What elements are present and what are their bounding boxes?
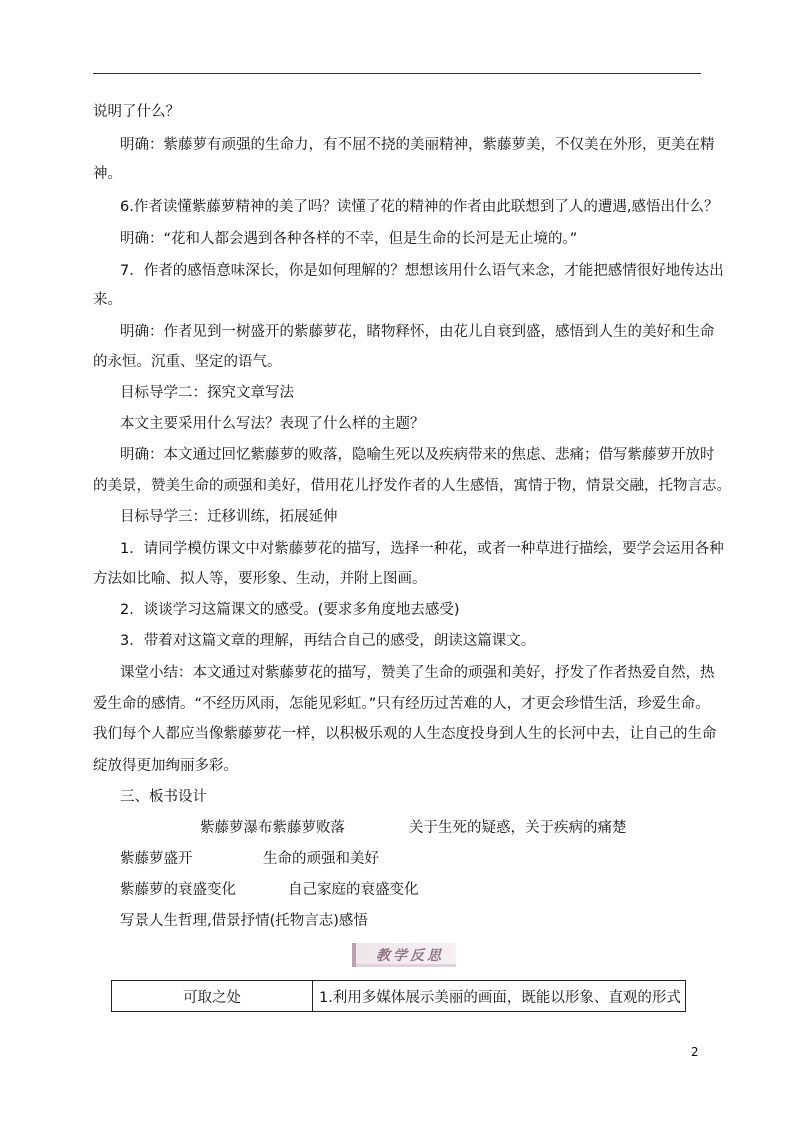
table-cell-content: 1.利用多媒体展示美丽的画面，既能以形象、直观的形式 xyxy=(313,981,686,1012)
board-text: 自己家庭的衰盛变化 xyxy=(288,882,419,898)
text-line: 目标导学三：迁移训练，拓展延伸 xyxy=(120,509,338,525)
page-number: 2 xyxy=(691,1045,699,1059)
section-heading: 三、板书设计 xyxy=(120,789,207,805)
board-text: 关于生死的疑惑，关于疾病的痛楚 xyxy=(409,820,627,836)
text-line: 说明了什么？ xyxy=(93,104,180,120)
text-line: 7．作者的感悟意味深长，你是如何理解的？想想该用什么语气来念，才能把感情很好地传达出 xyxy=(120,263,724,279)
text-line: 明确：本文通过回忆紫藤萝的败落，隐喻生死以及疾病带来的焦虑、悲痛；借写紫藤萝开放时 xyxy=(120,447,715,463)
reflection-stamp-label: 教学反思 xyxy=(376,948,444,964)
board-text: 生命的顽强和美好 xyxy=(263,851,379,867)
board-text: 紫藤萝的衰盛变化 xyxy=(120,882,236,898)
text-line: 明确：紫藤萝有顽强的生命力，有不屈不挠的美丽精神，紫藤萝美，不仅美在外形，更美在精 xyxy=(120,137,715,153)
text-line: 爱生命的感情。“不经历风雨，怎能见彩虹。”只有经历过苦难的人，才更会珍惜生活，珍爱生命。 xyxy=(93,696,710,712)
reflection-stamp xyxy=(352,943,456,967)
table-cell-label: 可取之处 xyxy=(112,981,313,1012)
text-line: 目标导学二：探究文章写法 xyxy=(120,385,294,401)
text-line: 绽放得更加绚丽多彩。 xyxy=(93,758,238,774)
text-line: 方法如比喻、拟人等，要形象、生动，并附上图画。 xyxy=(93,571,427,587)
text-line: 来。 xyxy=(93,292,122,308)
text-line: 的永恒。沉重、坚定的语气。 xyxy=(93,354,282,370)
text-line: 明确：作者见到一树盛开的紫藤萝花，睹物释怀，由花儿自衰到盛，感悟到人生的美好和生命 xyxy=(120,324,715,340)
board-text: 紫藤萝瀑布紫藤萝败落 xyxy=(200,820,345,836)
text-line: 3．带着对这篇文章的理解，再结合自己的感受，朗读这篇课文。 xyxy=(120,633,536,649)
text-line: 6.作者读懂紫藤萝精神的美了吗？读懂了花的精神的作者由此联想到了人的遭遇,感悟出什么？ xyxy=(120,199,719,215)
text-line: 课堂小结：本文通过对紫藤萝花的描写，赞美了生命的顽强和美好，抒发了作者热爱自然，热 xyxy=(120,665,715,681)
text-line: 1．请同学模仿课文中对紫藤萝花的描写，选择一种花，或者一种草进行描绘，要学会运用各种 xyxy=(120,541,724,557)
reflection-table xyxy=(111,980,686,1012)
header-rule xyxy=(93,73,701,74)
board-text: 紫藤萝盛开 xyxy=(120,851,193,867)
text-line: 我们每个人都应当像紫藤萝花一样，以积极乐观的人生态度投身到人生的长河中去，让自己的生命 xyxy=(93,726,717,742)
text-line: 的美景，赞美生命的顽强和美好，借用花儿抒发作者的人生感悟，寓情于物，情景交融，托物言志。 xyxy=(93,478,731,494)
text-line: 2．谈谈学习这篇课文的感受。(要求多角度地去感受) xyxy=(120,602,460,618)
board-text: 写景人生哲理,借景抒情(托物言志)感悟 xyxy=(120,913,368,929)
text-line: 本文主要采用什么写法？表现了什么样的主题？ xyxy=(120,416,425,432)
text-line: 神。 xyxy=(93,166,122,182)
table-row xyxy=(112,981,686,1012)
text-line: 明确：“花和人都会遇到各种各样的不幸，但是生命的长河是无止境的。” xyxy=(120,231,578,247)
